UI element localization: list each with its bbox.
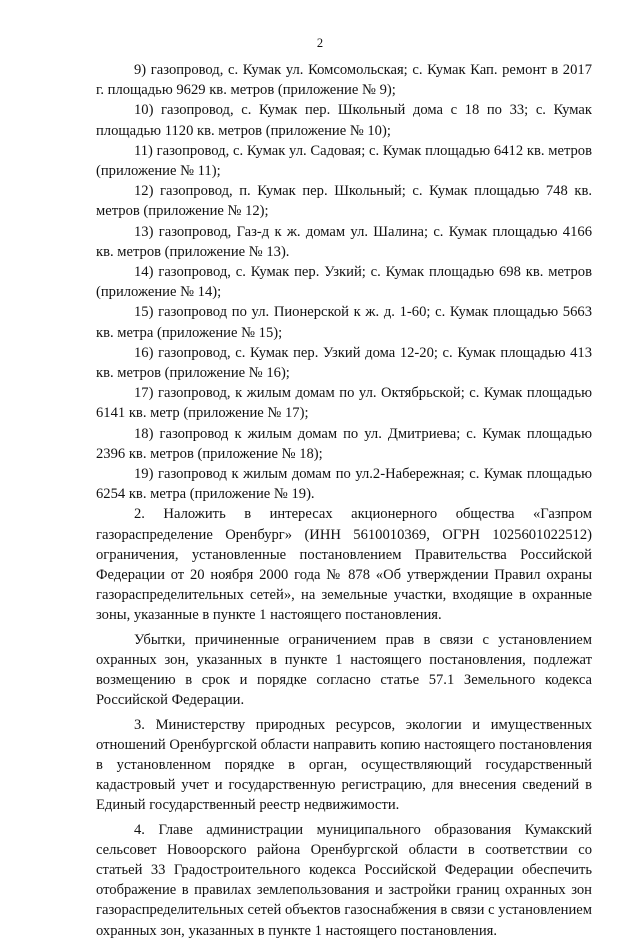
- losses-paragraph: Убытки, причиненные ограничением прав в связи с установлением охранных зон, указанных в пункте 1 настоящего постановления, подлежат возмещению в срок и порядке согласно статье 57.1 Земельного кодекса Российской Федерации.: [96, 631, 592, 709]
- list-item-19: 19) газопровод к жилым домам по ул.2-Набережная; с. Кумак площадью 6254 кв. метра (приложение № 19).: [96, 466, 592, 503]
- list-item-11: 11) газопровод, с. Кумак ул. Садовая; с. Кумак площадью 6412 кв. метров (приложение № 11);: [96, 142, 592, 180]
- section-4-paragraph: 4. Главе администрации муниципального образования Кумакский сельсовет Новоорского района Оренбургской области в соответствии со статьей 33 Градостроительного кодекса Российской Федерации обеспечить отображение в правилах землепользования и застройки границ охранных зон газораспределительных сетей объектов газоснабжения в связи с установлением охранных зон, указанных в пункте 1 настоящего постановления.: [96, 821, 592, 939]
- list-item-9: 9) газопровод, с. Кумак ул. Комсомольская; с. Кумак Кап. ремонт в 2017 г. площадью 9629 кв. метров (приложение № 9);: [96, 62, 592, 99]
- list-item-12: 12) газопровод, п. Кумак пер. Школьный; с. Кумак площадью 748 кв. метров (приложение № 12);: [96, 183, 592, 220]
- list-item-18: 18) газопровод к жилым домам по ул. Дмитриева; с. Кумак площадью 2396 кв. метров (приложение № 18);: [96, 425, 592, 462]
- list-item-14: 14) газопровод, с. Кумак пер. Узкий; с. Кумак площадью 698 кв. метров (приложение № 14);: [96, 264, 592, 301]
- list-item-13: 13) газопровод, Газ-д к ж. домам ул. Шалина; с. Кумак площадью 4166 кв. метров (приложение № 13).: [96, 223, 592, 260]
- page-number: 2: [316, 36, 324, 50]
- list-item-16: 16) газопровод, с. Кумак пер. Узкий дома 12-20; с. Кумак площадью 413 кв. метров (приложение № 16);: [96, 344, 592, 382]
- section-2-paragraph: 2. Наложить в интересах акционерного общества «Газпром газораспределение Оренбург» (ИНН 5610010369, ОГРН 1025601022512) ограничения, установленные постановлением Правительства Российской Федерации от 20 ноября 2000 года № 878 «Об утверждении Правил охраны газораспределительных сетей», на земельные участки, входящие в охранные зоны, указанные в пункте 1 настоящего постановления.: [96, 506, 592, 624]
- document-body: [96, 60, 592, 941]
- list-item-17: 17) газопровод, к жилым домам по ул. Октябрьской; с. Кумак площадью 6141 кв. метр (приложение № 17);: [96, 385, 592, 422]
- list-item-10: 10) газопровод, с. Кумак пер. Школьный дома с 18 по 33; с. Кумак площадью 1120 кв. метров (приложение № 10);: [96, 102, 592, 139]
- list-item-15: 15) газопровод по ул. Пионерской к ж. д. 1-60; с. Кумак площадью 5663 кв. метра (приложение № 15);: [96, 304, 592, 341]
- section-3-paragraph: 3. Министерству природных ресурсов, экологии и имущественных отношений Оренбургской области направить копию настоящего постановления в установленном порядке в орган, осуществляющий государственный кадастровый учет и государственную регистрацию, для внесения сведений в Единый государственный реестр недвижимости.: [96, 716, 592, 814]
